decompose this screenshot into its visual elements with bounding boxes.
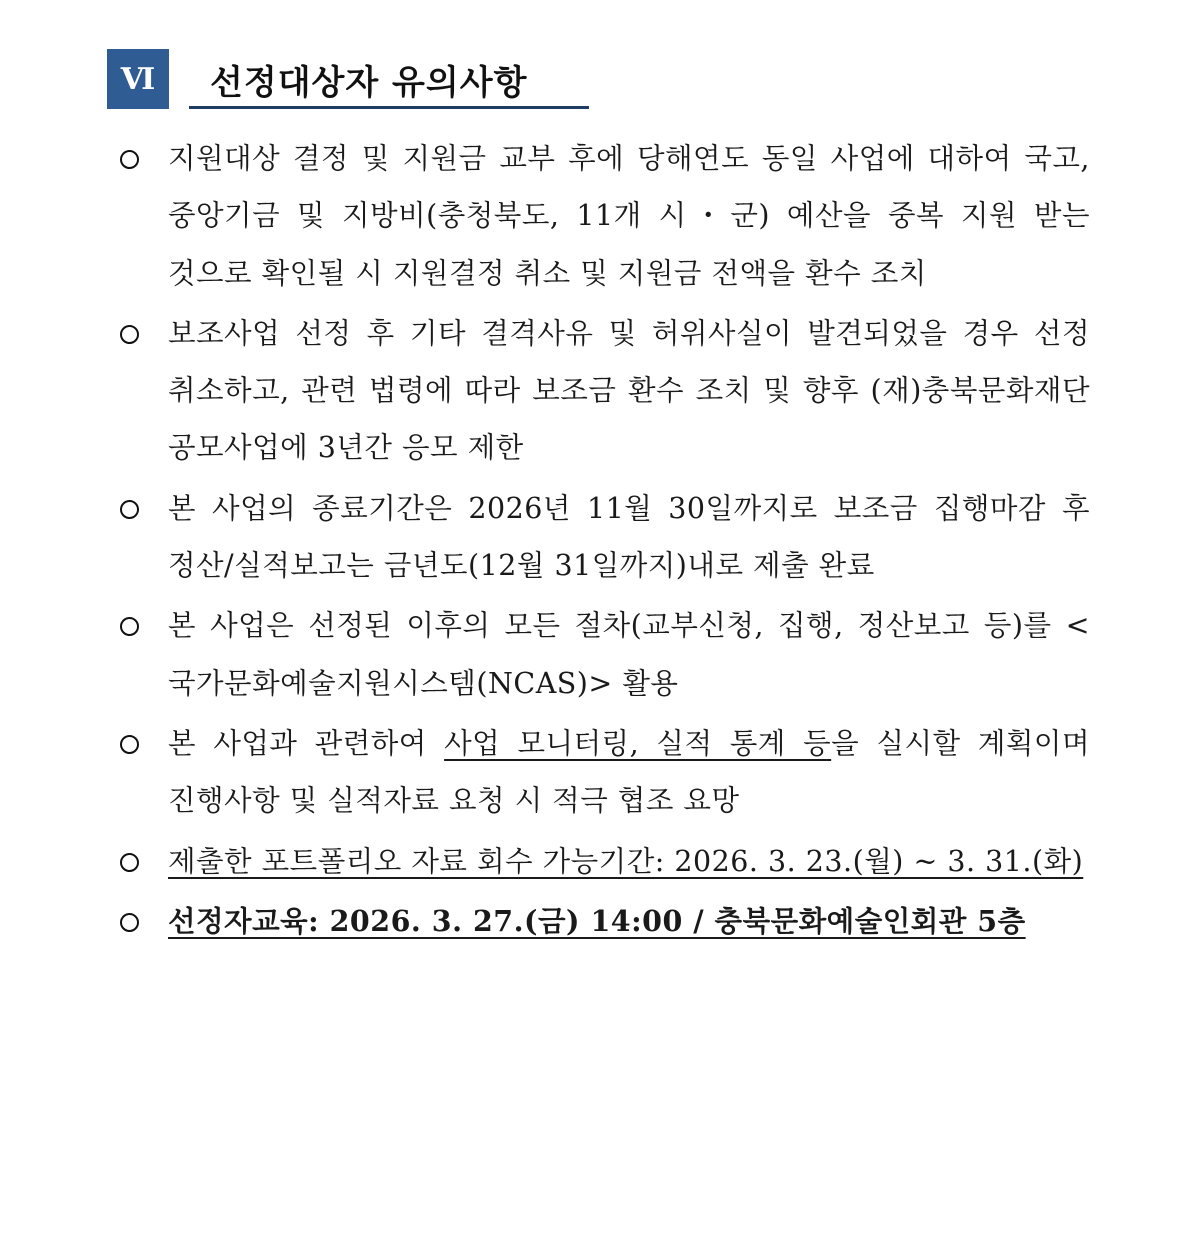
item-text: 보조사업 선정 후 기타 결격사유 및 허위사실이 발견되었을 경우 선정 취소하고, 관련 법령에 따라 보조금 환수 조치 및 향후 (재)충북문화재단 공모사업에 3년간 응모 제한	[168, 316, 1090, 465]
list-item	[120, 597, 1090, 712]
circle-bullet-icon	[120, 735, 139, 754]
circle-bullet-icon	[120, 913, 139, 932]
circle-bullet-icon	[120, 325, 139, 344]
item-text-after: 을 실시할 계획이며 진행사항 및 실적자료 요청 시 적극 협조 요망	[168, 726, 1090, 818]
portfolio-return-period: 제출한 포트폴리오 자료 회수 가능기간: 2026. 3. 23.(월) ~ 3. 31.(화)	[168, 844, 1084, 878]
item-text	[168, 833, 1090, 890]
list-item	[120, 480, 1090, 595]
circle-bullet-icon	[120, 500, 139, 519]
item-text	[168, 715, 1090, 830]
section-number-badge: Ⅵ	[107, 49, 169, 109]
circle-bullet-icon	[120, 853, 139, 872]
section-title: 선정대상자 유의사항	[210, 63, 528, 103]
item-text-before: 본 사업과 관련하여	[168, 726, 445, 760]
item-text: 본 사업은 선정된 이후의 모든 절차(교부신청, 집행, 정산보고 등)를 <국가문화예술지원시스템(NCAS)> 활용	[168, 609, 1090, 700]
list-item	[120, 715, 1090, 830]
selectee-education-info: 선정자교육: 2026. 3. 27.(금) 14:00 / 충북문화예술인회관 5층	[168, 903, 1026, 938]
circle-bullet-icon	[120, 150, 139, 169]
item-text: 지원대상 결정 및 지원금 교부 후에 당해연도 동일 사업에 대하여 국고, 중앙기금 및 지방비(충청북도, 11개 시・군) 예산을 중복 지원 받는 것으로 확인될 시 지원결정 취소 및 지원금 전액을 환수 조치	[168, 142, 1090, 290]
list-item	[120, 833, 1090, 890]
title-underline	[189, 106, 589, 109]
circle-bullet-icon	[120, 617, 139, 636]
notice-list	[120, 130, 1090, 953]
list-item	[120, 305, 1090, 477]
item-text-underlined: 사업 모니터링, 실적 통계 등	[444, 726, 832, 760]
list-item	[120, 130, 1090, 302]
section-header	[107, 49, 589, 111]
list-item	[120, 893, 1090, 950]
item-text	[168, 893, 1090, 950]
item-text: 본 사업의 종료기간은 2026년 11월 30일까지로 보조금 집행마감 후 정산/실적보고는 금년도(12월 31일까지)내로 제출 완료	[168, 491, 1090, 583]
